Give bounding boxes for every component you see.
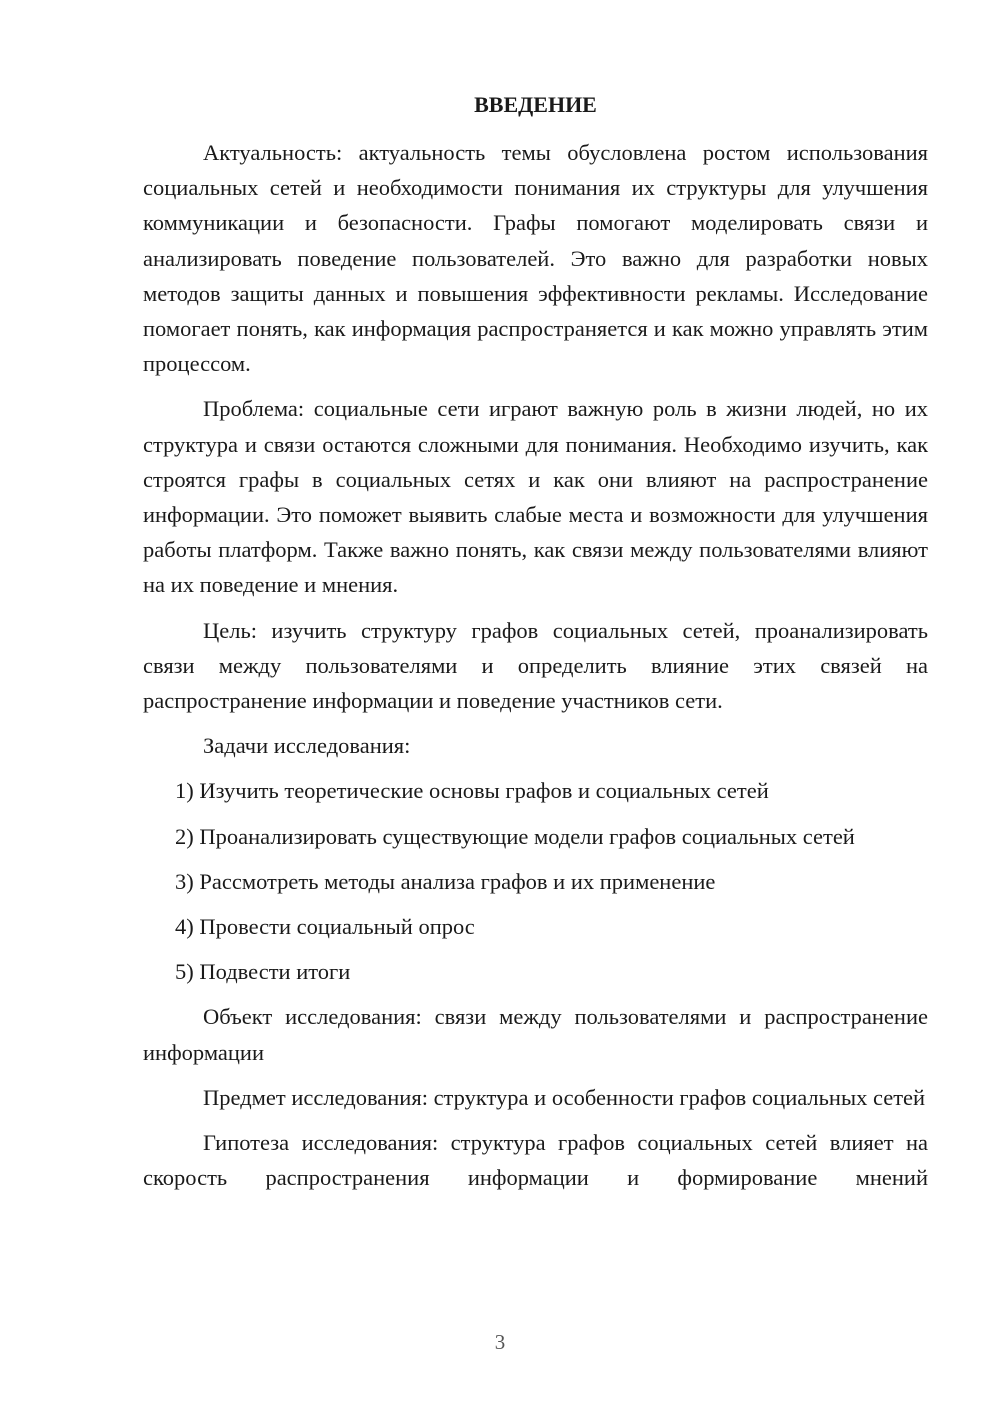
section-heading: ВВЕДЕНИЕ — [474, 92, 597, 117]
relevance-paragraph: Актуальность: актуальность темы обусловлена ростом использования социальных сетей и необходимости понимания их структуры для улучшения коммуникации и безопасности. Графы помогают моделировать связи и анализировать поведение пользователей. Это важно для разработки новых методов защиты данных и повышения эффективности рекламы. Исследование помогает понять, как информация распространяется и как можно управлять этим процессом. — [143, 140, 928, 377]
hypothesis-paragraph: Гипотеза исследования: структура графов социальных сетей влияет на скорость распространения информации и формирование мнений — [143, 1130, 928, 1191]
document-page — [143, 90, 928, 1205]
tasks-title: Задачи исследования: — [203, 733, 411, 759]
page-number: 3 — [494, 1330, 506, 1354]
problem-paragraph: Проблема: социальные сети играют важную роль в жизни людей, но их структура и связи остаются сложными для понимания. Необходимо изучить, как строятся графы в социальных сетях и как они влияют на распространение информации. Это поможет выявить слабые места и возможности для улучшения работы платформ. Также важно понять, как связи между пользователями влияют на их поведение и мнения. — [143, 396, 928, 598]
goal-paragraph: Цель: изучить структуру графов социальных сетей, проанализировать связи между пользователями и определить влияние этих связей на распространение информации и поведение участников сети. — [143, 617, 928, 714]
object-paragraph: Объект исследования: связи между пользователями и распространение информации — [143, 1004, 928, 1065]
task-item: 1) Изучить теоретические основы графов и социальных сетей — [175, 778, 769, 804]
task-item: 2) Проанализировать существующие модели графов социальных сетей — [175, 823, 855, 849]
task-item: 4) Провести социальный опрос — [175, 914, 475, 940]
subject-paragraph: Предмет исследования: структура и особенности графов социальных сетей — [203, 1084, 926, 1110]
task-item: 3) Рассмотреть методы анализа графов и их применение — [175, 868, 716, 894]
task-item: 5) Подвести итоги — [175, 959, 351, 985]
